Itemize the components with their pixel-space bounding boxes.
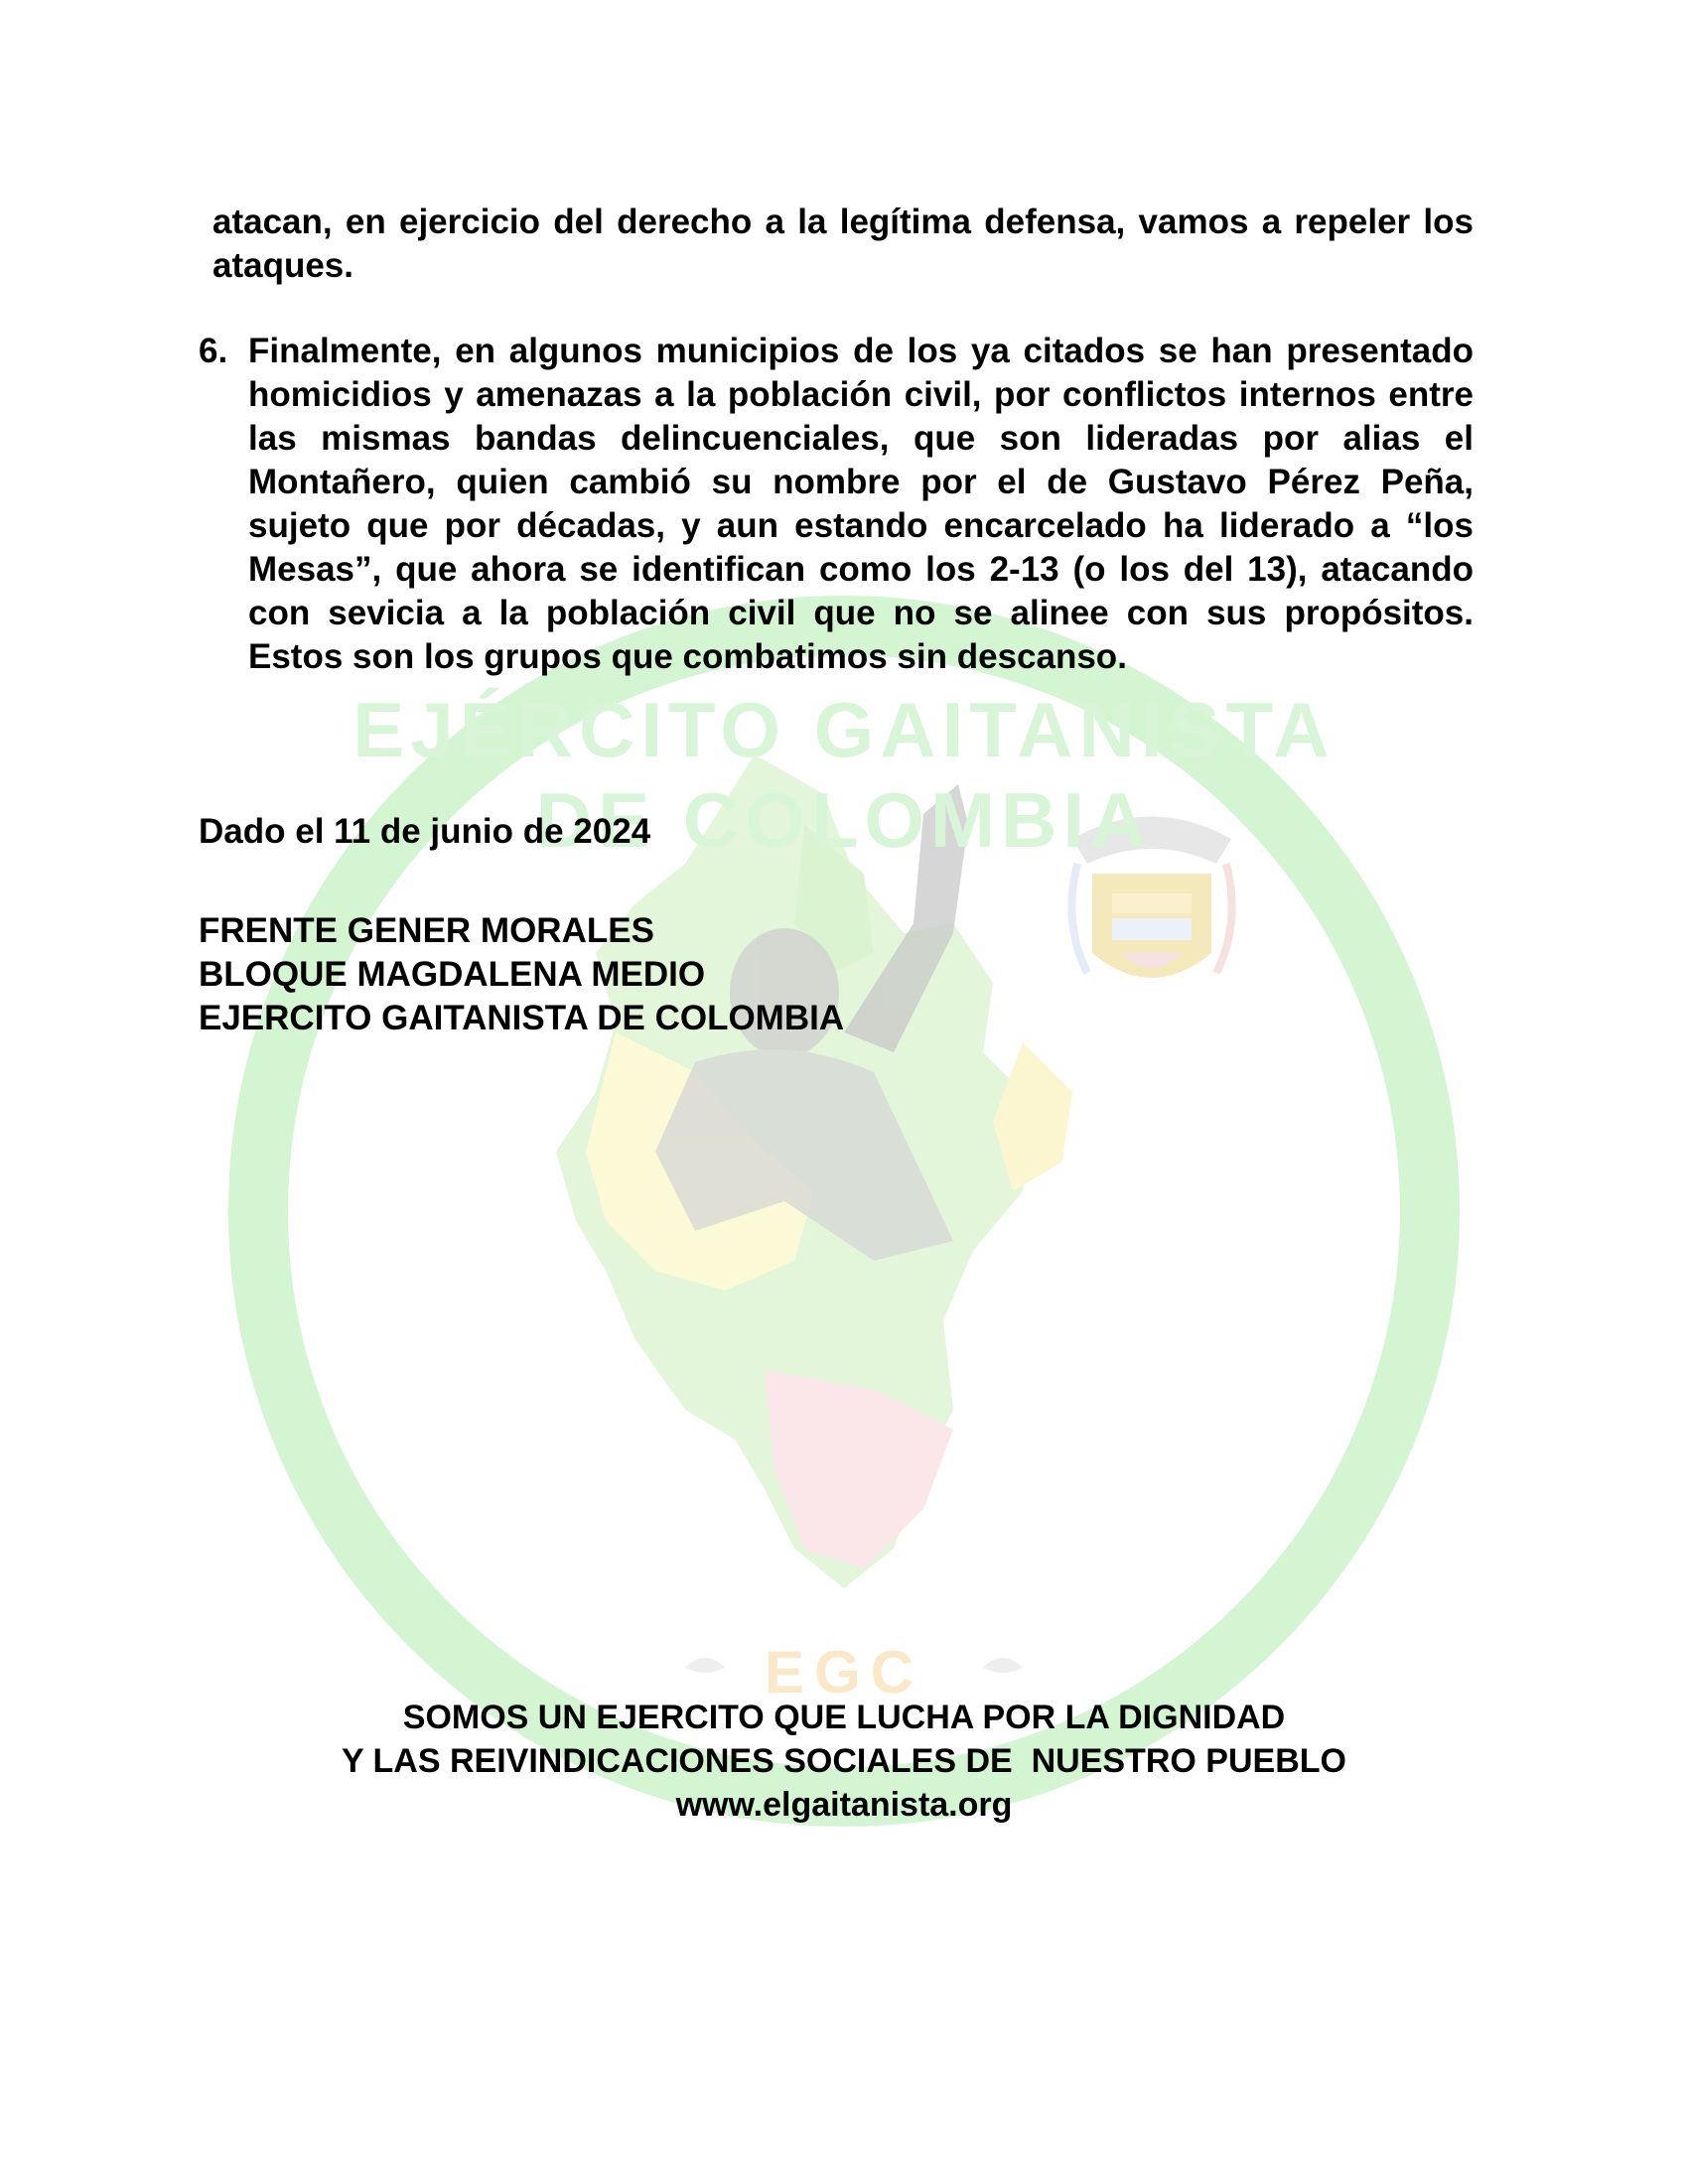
date-line: Dado el 11 de junio de 2024 xyxy=(199,812,651,851)
signature-front: FRENTE GENER MORALES xyxy=(199,911,654,950)
footer-line-2: Y LAS REIVINDICACIONES SOCIALES DE NUESTRO PUEBLO xyxy=(342,1742,1346,1780)
footer-slogan xyxy=(199,1696,1489,1827)
footer-website-link[interactable]: www.elgaitanista.org xyxy=(675,1786,1013,1824)
list-item-text: Finalmente, en algunos municipios de los ya citados se han presentado homicidios y amenazas a la población civil, por conflictos internos entre las mismas bandas delincuenciales, que son lideradas por alias el Montañero, quien cambió su nombre por el de Gustavo Pérez Peña, sujeto que por décadas, y aun estando encarcelado ha liderado a “los Mesas”, que ahora se identifican como los 2-13 (o los del 13), atacando con sevicia a la población civil que no se alinee con sus propósitos. Estos son los grupos que combatimos sin descanso. xyxy=(248,332,1474,676)
doves-watermark xyxy=(685,1658,1023,1673)
signature-bloque: BLOQUE MAGDALENA MEDIO xyxy=(199,955,706,994)
signature-block xyxy=(199,909,1092,1040)
list-item-number: 6. xyxy=(199,332,228,370)
footer-line-1: SOMOS UN EJERCITO QUE LUCHA POR LA DIGNIDAD xyxy=(402,1699,1286,1736)
colombia-coat-of-arms-watermark xyxy=(1071,817,1231,979)
watermark-egc-text: EGC xyxy=(764,1639,924,1706)
watermark-top-text: EJÉRCITO GAITANISTA DE COLOMBIA xyxy=(352,686,1336,864)
intro-paragraph: atacan, en ejercicio del derecho a la legítima defensa, vamos a repeler los ataques. xyxy=(212,203,1474,285)
signature-army: EJERCITO GAITANISTA DE COLOMBIA xyxy=(199,999,845,1037)
